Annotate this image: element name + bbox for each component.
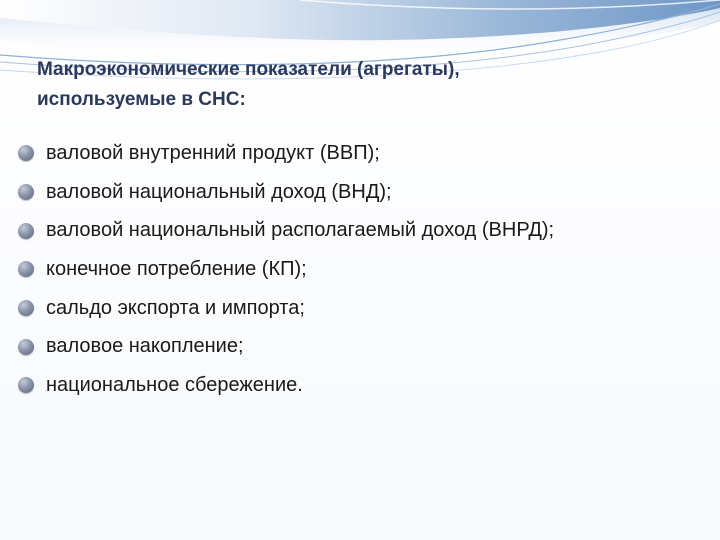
list-item-text: конечное потребление (КП); (46, 257, 307, 280)
list-item (18, 211, 718, 250)
list-item-text: национальное сбережение. (46, 373, 303, 396)
sphere-bullet-icon (18, 145, 34, 161)
slide-title-line-2: используемые в СНС: (37, 89, 246, 110)
sphere-bullet-icon (18, 300, 34, 316)
list-item (18, 250, 718, 289)
list-item-text: сальдо экспорта и импорта; (46, 296, 305, 319)
sphere-bullet-icon (18, 223, 34, 239)
sphere-bullet-icon (18, 377, 34, 393)
list-item-text: валовой национальный доход (ВНД); (46, 180, 392, 203)
slide-title-line-1: Макроэкономические показатели (агрегаты), (37, 59, 460, 80)
list-item (18, 327, 718, 366)
bullet-list (18, 134, 718, 405)
slide-title (37, 55, 697, 115)
list-item-text: валовое накопление; (46, 335, 244, 358)
list-item (18, 173, 718, 212)
sphere-bullet-icon (18, 261, 34, 277)
list-item (18, 134, 718, 173)
sphere-bullet-icon (18, 339, 34, 355)
list-item-text: валовой внутренний продукт (ВВП); (46, 141, 380, 164)
list-item-text: валовой национальный располагаемый доход (ВНРД); (46, 219, 555, 242)
list-item (18, 366, 718, 405)
sphere-bullet-icon (18, 184, 34, 200)
list-item (18, 289, 718, 328)
